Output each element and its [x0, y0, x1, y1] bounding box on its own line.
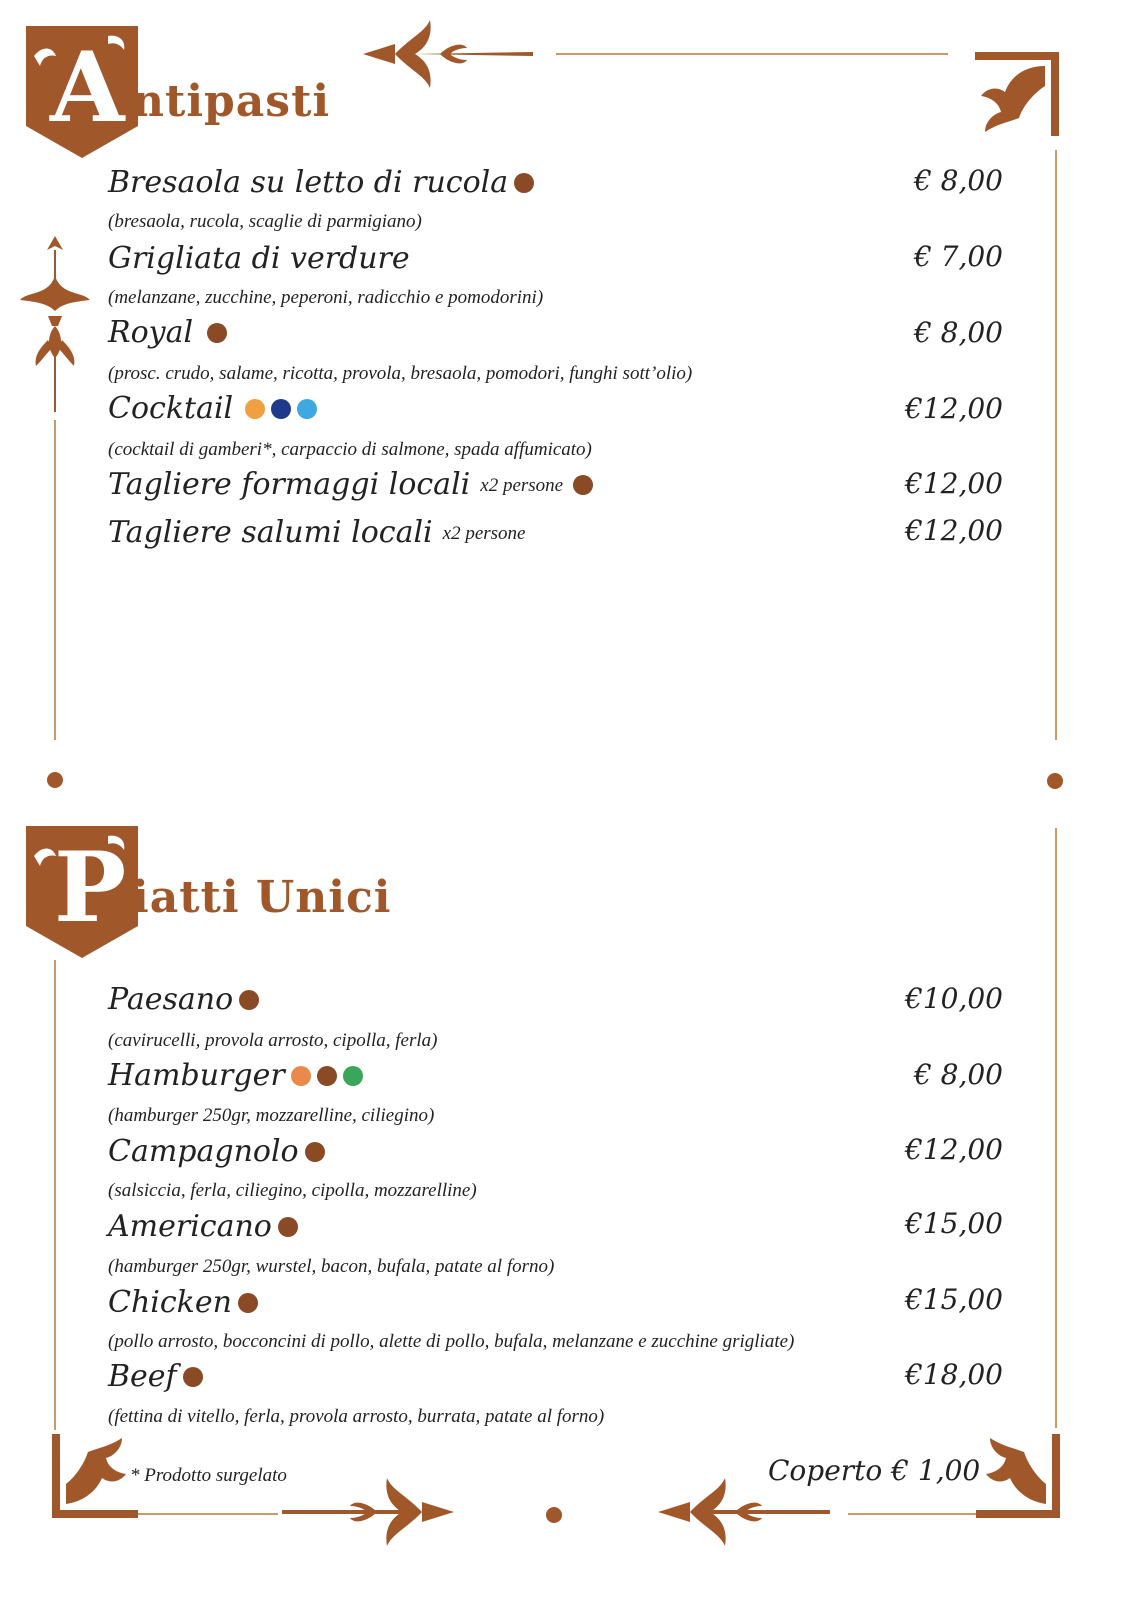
gluten-allergen-icon — [291, 1066, 311, 1086]
frame-left-line-bottom — [54, 960, 56, 1430]
top-fleur-ornament-icon — [355, 18, 535, 90]
menu-item-price: €12,00 — [905, 514, 1003, 547]
menu-item-price: € 8,00 — [913, 1058, 1003, 1091]
allergen-icon — [514, 173, 534, 193]
menu-item-name: Tagliere salumi locali x2 persone — [108, 515, 526, 550]
coperto-price: Coperto € 1,00 — [768, 1454, 981, 1487]
menu-item-description: (bresaola, rucola, scaglie di parmigiano) — [108, 211, 422, 232]
egg-allergen-icon — [245, 399, 265, 419]
menu-item-name: Campagnolo — [108, 1137, 325, 1167]
menu-item-description: (prosc. crudo, salame, ricotta, provola, bresaola, pomodori, funghi sott’olio) — [108, 363, 693, 384]
allergen-icon — [317, 1066, 337, 1086]
menu-item-description: (cavirucelli, provola arrosto, cipolla, ferla) — [108, 1030, 438, 1051]
portion-note: x2 persone — [480, 474, 564, 496]
menu-item-name: Paesano — [108, 985, 259, 1015]
menu-item-price: € 8,00 — [913, 164, 1003, 197]
allergen-icon — [239, 990, 259, 1010]
menu-item-description: (pollo arrosto, bocconcini di pollo, alette di pollo, bufala, melanzane e zucchine grigliate) — [108, 1331, 795, 1352]
shellfish-allergen-icon — [297, 399, 317, 419]
menu-item-price: €15,00 — [905, 1283, 1003, 1316]
frozen-product-note: * Prodotto surgelato — [130, 1465, 287, 1486]
allergen-icon — [573, 475, 593, 495]
piatti-title: iatti Unici — [132, 872, 392, 923]
menu-item-name: Cocktail — [108, 394, 317, 424]
menu-item-description: (salsiccia, ferla, ciliegino, cipolla, mozzarelline) — [108, 1180, 477, 1201]
celery-allergen-icon — [343, 1066, 363, 1086]
frame-right-line-top — [1055, 150, 1057, 740]
menu-item-price: €15,00 — [905, 1207, 1003, 1240]
ornament-dot-right — [1047, 773, 1063, 789]
allergen-icon — [305, 1142, 325, 1162]
frame-bottom-line-left — [138, 1513, 278, 1515]
menu-item-price: €12,00 — [905, 467, 1003, 500]
left-side-ornament-icon — [18, 236, 92, 412]
bottom-right-corner-ornament-icon — [976, 1434, 1060, 1518]
menu-item-description: (hamburger 250gr, wurstel, bacon, bufala, patate al forno) — [108, 1256, 555, 1277]
menu-item-price: €10,00 — [905, 982, 1003, 1015]
portion-note: x2 persone — [442, 522, 526, 544]
frame-left-line-top — [54, 420, 56, 740]
bottom-left-fleur-ornament-icon — [282, 1476, 462, 1548]
allergen-icon — [278, 1217, 298, 1237]
frame-bottom-line-right — [848, 1513, 978, 1515]
menu-item-name: Bresaola su letto di rucola — [108, 168, 534, 198]
menu-item-name: Americano — [108, 1212, 298, 1242]
menu-item-price: €18,00 — [905, 1358, 1003, 1391]
menu-item-price: €12,00 — [905, 392, 1003, 425]
top-right-corner-ornament-icon — [975, 52, 1059, 136]
menu-item-name: Chicken — [108, 1288, 258, 1318]
menu-item-name: Hamburger — [108, 1061, 363, 1091]
antipasti-title: ntipasti — [132, 76, 331, 127]
fish-allergen-icon — [271, 399, 291, 419]
piatti-initial-letter: P — [54, 831, 127, 944]
allergen-icon — [207, 323, 227, 343]
menu-item-name: Grigliata di verdure — [108, 241, 410, 276]
menu-item-description: (melanzane, zucchine, peperoni, radicchio e pomodorini) — [108, 287, 544, 308]
allergen-icon — [183, 1367, 203, 1387]
menu-item-price: € 8,00 — [913, 316, 1003, 349]
menu-item-name: Beef — [108, 1362, 203, 1392]
menu-item-description: (cocktail di gamberi*, carpaccio di salmone, spada affumicato) — [108, 439, 592, 460]
menu-item-name: Tagliere formaggi locali x2 persone — [108, 470, 593, 500]
menu-item-description: (hamburger 250gr, mozzarelline, ciliegino) — [108, 1105, 435, 1126]
menu-item-price: € 7,00 — [913, 240, 1003, 273]
ornament-dot-bottom — [546, 1507, 562, 1523]
frame-top-line — [556, 53, 948, 55]
bottom-left-corner-ornament-icon — [52, 1434, 138, 1518]
menu-item-price: €12,00 — [905, 1133, 1003, 1166]
frame-right-line-bottom — [1055, 828, 1057, 1428]
allergen-icon — [238, 1293, 258, 1313]
ornament-dot-left — [47, 772, 63, 788]
menu-item-name: Royal — [108, 318, 227, 348]
menu-item-description: (fettina di vitello, ferla, provola arrosto, burrata, patate al forno) — [108, 1406, 605, 1427]
antipasti-initial-letter: A — [50, 31, 125, 144]
